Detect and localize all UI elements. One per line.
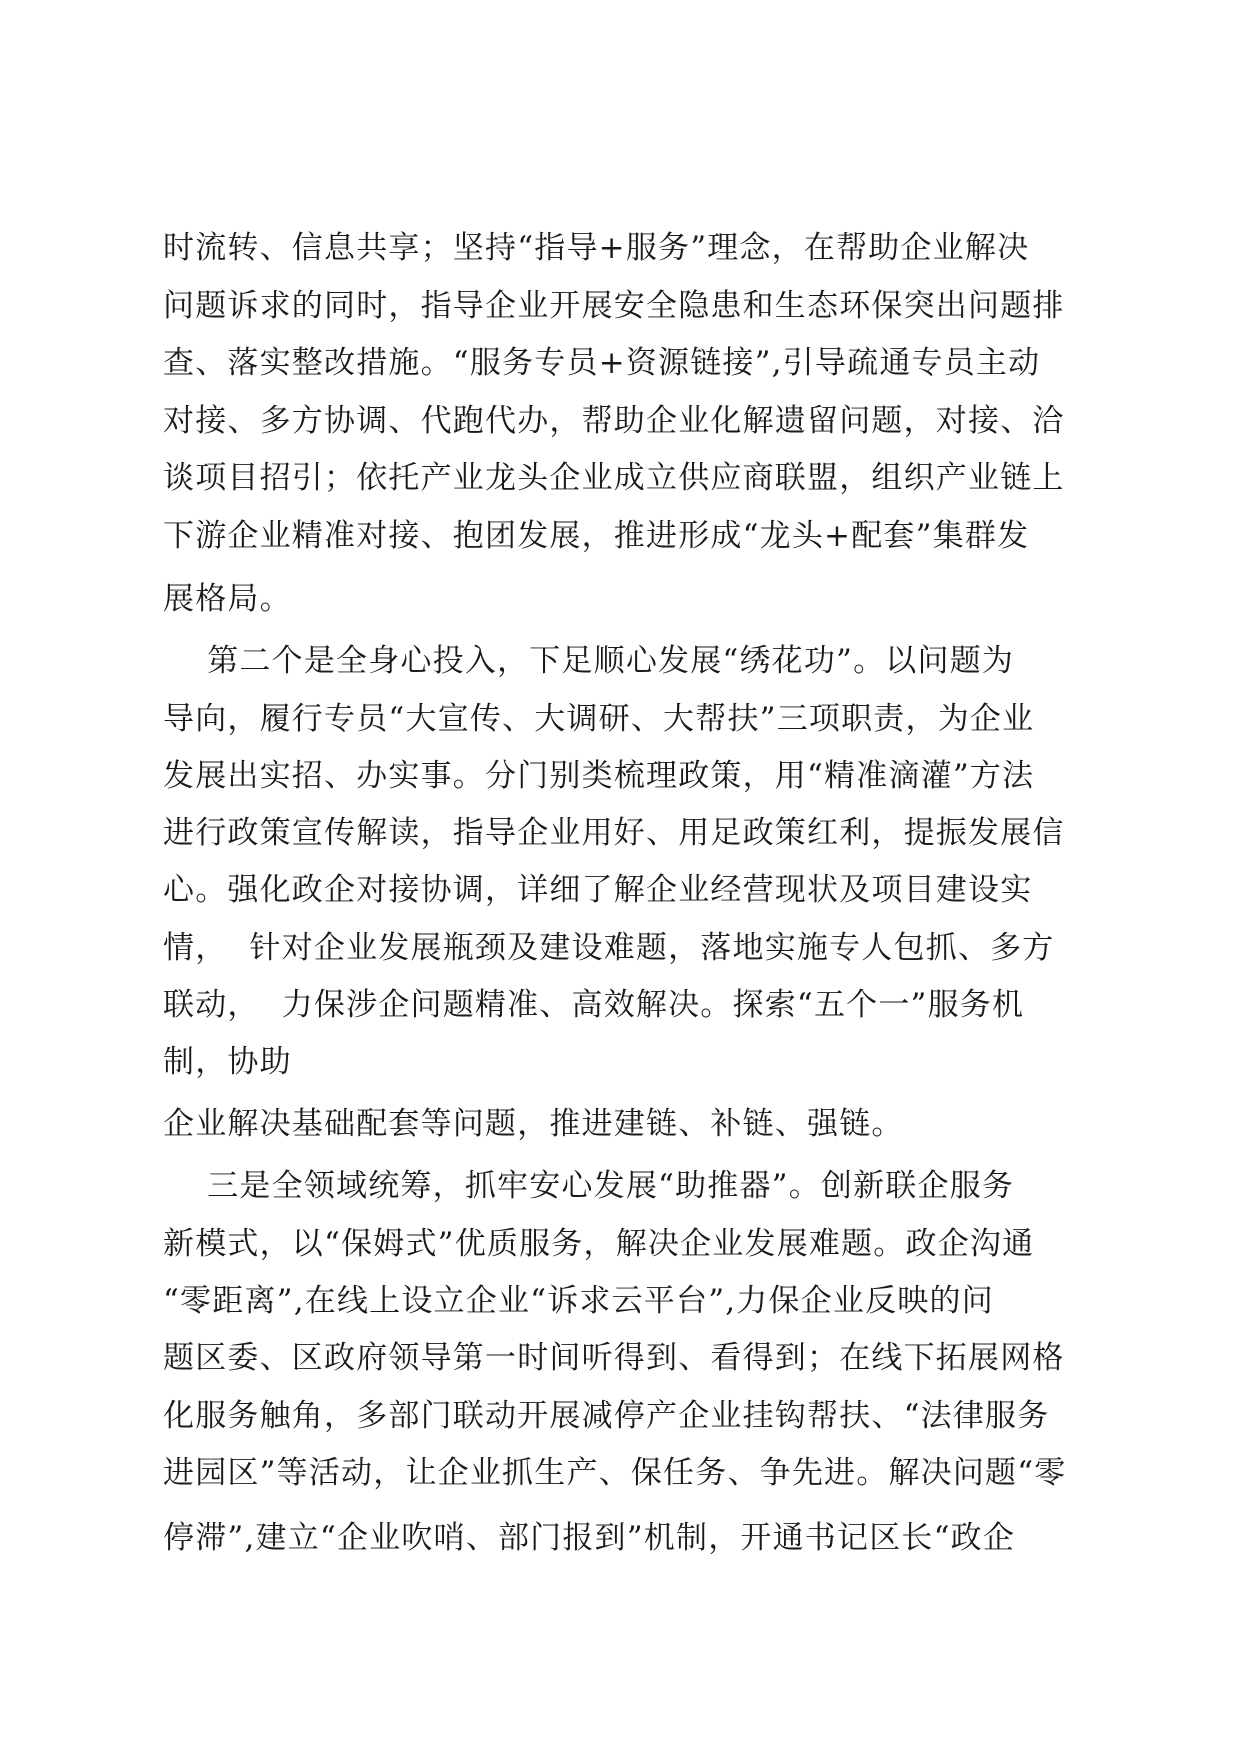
text-line: 第二个是全身心投入，下足顺心发展“绣花功”。以问题为 — [163, 643, 1015, 679]
text-line: 进园区”等活动，让企业抓生产、保任务、争先进。解决问题“零 — [163, 1455, 1067, 1491]
text-line: 时流转、信息共享；坚持“指导+服务”理念，在帮助企业解决 — [163, 230, 1030, 266]
text-line: 进行政策宣传解读，指导企业用好、用足政策红利，提振发展信 — [163, 815, 1065, 851]
text-line: 化服务触角，多部门联动开展减停产企业挂钩帮扶、“法律服务 — [163, 1398, 1050, 1434]
text-line: 联动， 力保涉企问题精准、高效解决。探索“五个一”服务机 — [163, 987, 1025, 1023]
text-line: 对接、多方协调、代跑代办，帮助企业化解遗留问题，对接、洽 — [163, 403, 1065, 439]
text-line: 制，协助 — [163, 1044, 292, 1080]
text-line: 新模式，以“保姆式”优质服务，解决企业发展难题。政企沟通 — [163, 1226, 1035, 1262]
text-line: 下游企业精准对接、抱团发展，推进形成“龙头+配套”集群发 — [163, 518, 1030, 554]
text-line: “零距离”,在线上设立企业“诉求云平台”,力保企业反映的问 — [163, 1283, 994, 1319]
text-line: 导向，履行专员“大宣传、大调研、大帮扶”三项职责，为企业 — [163, 701, 1035, 737]
text-line: 问题诉求的同时，指导企业开展安全隐患和生态环保突出问题排 — [163, 288, 1065, 324]
text-line: 查、落实整改措施。“服务专员+资源链接”,引导疏通专员主动 — [163, 345, 1041, 381]
text-line: 题区委、区政府领导第一时间听得到、看得到；在线下拓展网格 — [163, 1340, 1065, 1376]
text-line: 企业解决基础配套等问题，推进建链、补链、强链。 — [163, 1106, 904, 1142]
text-line: 三是全领域统筹，抓牢安心发展“助推器”。创新联企服务 — [163, 1168, 1015, 1204]
text-line: 谈项目招引；依托产业龙头企业成立供应商联盟，组织产业链上 — [163, 460, 1065, 496]
text-line: 情， 针对企业发展瓶颈及建设难题，落地实施专人包抓、多方 — [163, 930, 1055, 966]
text-line: 停滞”,建立“企业吹哨、部门报到”机制，开通书记区长“政企 — [163, 1520, 1016, 1556]
text-line: 发展出实招、办实事。分门别类梳理政策，用“精准滴灌”方法 — [163, 758, 1035, 794]
text-line: 展格局。 — [163, 581, 292, 617]
text-line: 心。强化政企对接协调，详细了解企业经营现状及项目建设实 — [163, 872, 1033, 908]
